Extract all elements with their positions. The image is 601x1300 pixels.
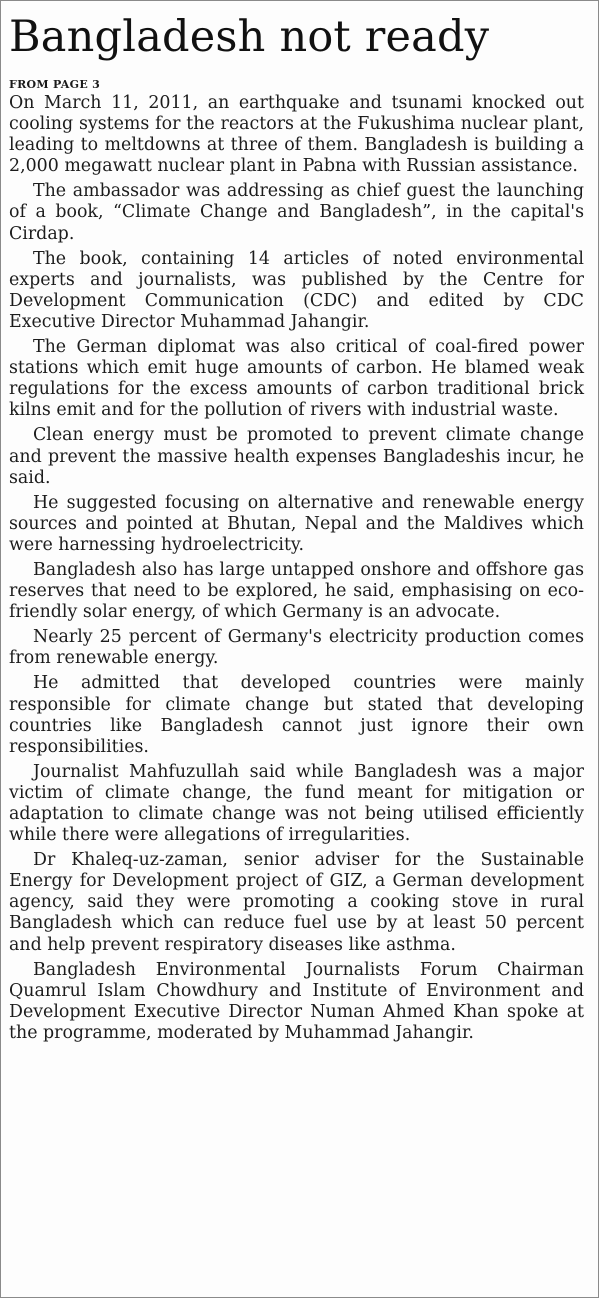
paragraph: Bangladesh also has large untapped onshore and offshore gas reserves that need to be explored, he said, emphasising on eco-friendly solar energy, of which Germany is an advocate. — [9, 559, 584, 623]
paragraph: Nearly 25 percent of Germany's electricity production comes from renewable energy. — [9, 627, 584, 669]
paragraph: Journalist Mahfuzullah said while Bangladesh was a major victim of climate change, the fund meant for mitigation or adaptation to climate change was not being utilised efficiently while there were allegations of irregularities. — [9, 761, 584, 846]
paragraph: The book, containing 14 articles of noted environmental experts and journalists, was published by the Centre for Development Communication (CDC) and edited by CDC Executive Director Muhammad Jahangir. — [9, 248, 584, 332]
headline: Bangladesh not ready — [9, 12, 490, 62]
paragraph: He suggested focusing on alternative and renewable energy sources and pointed at Bhutan, Nepal and the Maldives which were harnessing hydroelectricity. — [9, 492, 584, 555]
paragraph: The German diplomat was also critical of coal-fired power stations which emit huge amounts of carbon. He blamed weak regulations for the excess amounts of carbon traditional brick kilns emit and for the pollution of rivers with industrial waste. — [9, 337, 584, 421]
paragraph: He admitted that developed countries were mainly responsible for climate change but stated that developing countries like Bangladesh cannot just ignore their own responsibilities. — [9, 673, 584, 757]
paragraph: On March 11, 2011, an earthquake and tsunami knocked out cooling systems for the reactors at the Fukushima nuclear plant, leading to meltdowns at three of them. Bangladesh is building a 2,000 megawatt nuclear plant in Pabna with Russian assistance. — [9, 93, 584, 177]
continuation-kicker: FROM PAGE 3 — [9, 78, 101, 91]
article-body — [9, 93, 584, 1048]
paragraph: The ambassador was addressing as chief guest the launching of a book, “Climate Change and Bangladesh”, in the capital's Cirdap. — [9, 181, 584, 244]
paragraph: Dr Khaleq-uz-zaman, senior adviser for the Sustainable Energy for Development project of GIZ, a German development agency, said they were promoting a cooking stove in rural Bangladesh which can reduce fuel use by at least 50 percent and help prevent respiratory diseases like asthma. — [9, 850, 584, 955]
paragraph: Clean energy must be promoted to prevent climate change and prevent the massive health expenses Bangladeshis incur, he said. — [9, 425, 584, 488]
paragraph: Bangladesh Environmental Journalists Forum Chairman Quamrul Islam Chowdhury and Institute of Environment and Development Executive Director Numan Ahmed Khan spoke at the programme, moderated by Muhammad Jahangir. — [9, 959, 584, 1043]
